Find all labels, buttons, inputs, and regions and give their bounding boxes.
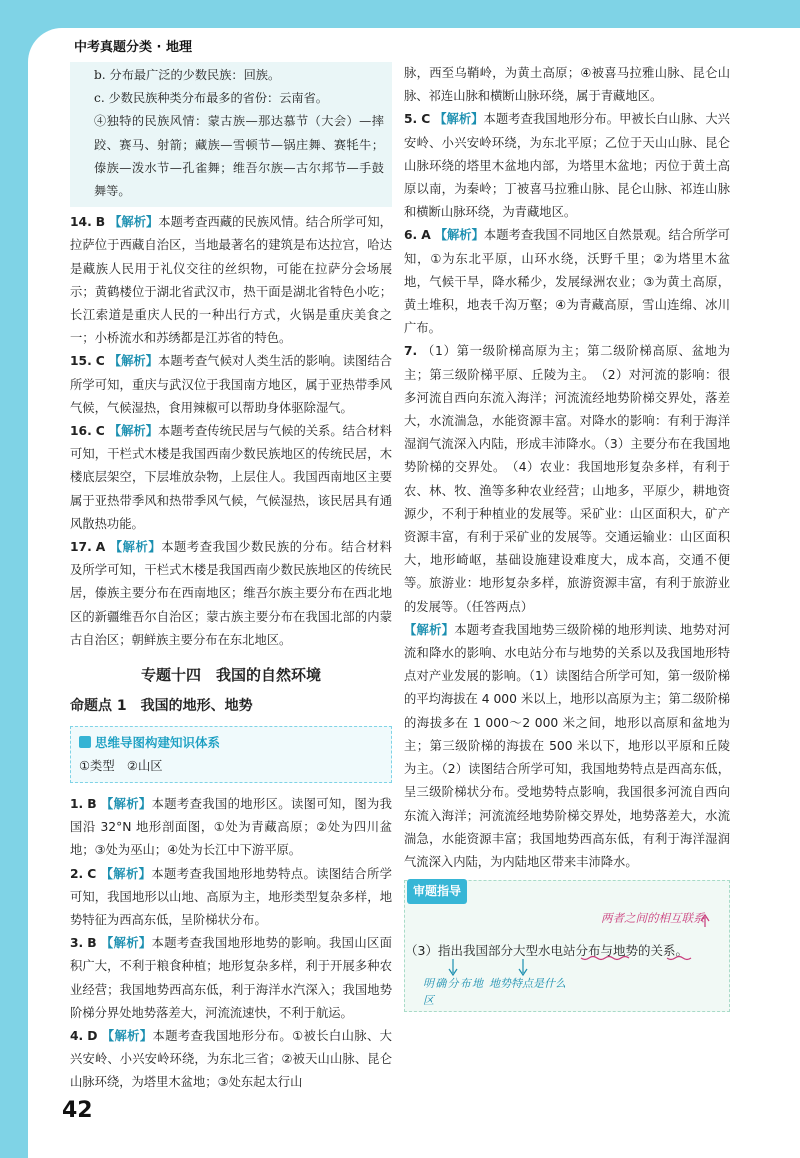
wavy-underline-icon: [667, 957, 691, 960]
answer-item: 17. A 【解析】本题考查我国少数民族的分布。结合材料及所学可知，干栏式木楼是我国西南少数民族地区的传统民居，傣族主要分布在西南地区；维吾尔族主要分布在西北地区的新疆维吾尔自治区；蒙古族主要分布在我国北部的内蒙古自治区；朝鲜族主要分布在东北地区。: [70, 540, 392, 647]
mindmap-content: ①类型 ②山区: [79, 758, 163, 773]
answer-item: 4. D 【解析】本题考查我国地形分布。①被长白山脉、大兴安岭、小兴安岭环绕，为东北三省；②被天山山脉、昆仑山脉环绕，为塔里木盆地；③处东起太行山: [70, 1028, 392, 1090]
guide-arrows: [405, 881, 731, 1011]
answer-item: 5. C 【解析】本题考查我国地形分布。甲被长白山脉、大兴安岭、小兴安岭环绕，为东北平原；乙位于天山山脉、昆仑山脉环绕的塔里木盆地内部，为塔里木盆地；丙位于黄土高原以南，为秦岭；丁被喜马拉雅山脉、昆仑山脉、祁连山脉和横断山脉环绕，为青藏地区。: [404, 112, 730, 220]
review-guide-box: [404, 880, 730, 1012]
answer-item: 14. B 【解析】本题考查西藏的民族风情。结合所学可知，拉萨位于西藏自治区，当地最著名的建筑是布达拉宫，哈达是藏族人民用于礼仪交往的丝织物，可能在拉萨分会场展示；黄鹤楼位于湖北省武汉市，热干面是湖北省特色小吃；长江索道是重庆人民的一种出行方式，火锅是重庆美食之一；小桥流水和苏绣都是江苏省的特色。: [70, 215, 392, 346]
command-point-title: 命题点 1 我国的地形、地势: [70, 698, 253, 715]
topic-title: 专题十四 我国的自然环境: [140, 666, 321, 685]
guide-note-where: 明确分布地区: [423, 977, 483, 1008]
answer-item: 15. C 【解析】本题考查气候对人类生活的影响。读图结合所学可知，重庆与武汉位于我国南方地区，属于亚热带季风气候，气候湿热，食用辣椒可以帮助身体驱除湿气。: [70, 354, 392, 415]
knowledge-box: [70, 62, 392, 207]
wavy-underline-icon: [581, 957, 629, 960]
answer-item: 6. A 【解析】本题考查我国不同地区自然景观。结合所学可知，①为东北平原，山环水绕，沃野千里；②为塔里木盆地，气候干旱，降水稀少，发展绿洲农业；③为黄土高原，黄土堆积，地表千沟万壑；④为青藏高原，雪山连绵、冰川广布。: [404, 228, 730, 336]
answer-item: 3. B 【解析】本题考查我国地形地势的影响。我国山区面积广大，不利于粮食种植；地形复杂多样，利于开展多种农业经营；我国地势西高东低，利于海洋水汽深入；我国地势阶梯分界处地势落差大，河流流速快，不利于航运。: [70, 936, 392, 1020]
answer-item-7: 7. （1）第一级阶梯高原为主；第二级阶梯高原、盆地为主；第三级阶梯平原、丘陵为主。 （2）对河流的影响：很多河流自西向东流入海洋；河流流经地势阶梯交界处，落差大，水流湍急，水能资源丰富。对降水的影响：有利于海洋湿润气流深入内陆，形成丰沛降水。（3）主要分布在我国地势阶梯的交界处。 （4）农业：我国地形复杂多样，有利于农、林、牧、渔等多种农业经营；山地多，平原少，耕地资源少，不利于种植业的发展等。采矿业：山区面积大，矿产资源丰富，有利于采矿业的发展等。交通运输业：山区面积大，地形崎岖，基础设施建设难度大，成本高，交通不便等。旅游业：地形复杂多样，旅游资源丰富，有利于旅游业的发展等。（任答两点）: [404, 344, 730, 614]
box-line: ④独特的民族风情：蒙古族—那达慕节（大会）—摔跤、赛马、射箭；藏族—雪顿节—锅庄舞、赛牦牛；傣族—泼水节—孔雀舞；维吾尔族—古尔邦节—手鼓舞等。: [94, 114, 384, 199]
analysis-7: 【解析】本题考查我国地势三级阶梯的地形判读、地势对河流和降水的影响、水电站分布与地势的关系以及我国地形特点对产业发展的影响。（1）读图结合所学可知，第一级阶梯的平均海拔在 4 000 米以上，地形以高原为主；第二级阶梯的海拔多在 1 000～2 000 米之间，地形以高原和盆地为主；第三级阶梯的海拔在 500 米以下，地形以平原和丘陵为主。（2）读图结合所学可知，我国地势特点是西高东低，呈三级阶梯状分布。受地势特点影响，我国很多河流自西向东流入海洋；河流流经地势阶梯交界处，地势落差大，水流湍急，水能资源丰富；我国地势西高东低，有利于海洋湿润气流深入内陆，为内陆地区带来丰沛降水。: [404, 622, 730, 869]
page-number: 42: [62, 1098, 93, 1123]
answer-item: 1. B 【解析】本题考查我国的地形区。读图可知，图为我国沿 32°N 地形剖面图，①处为青藏高原；②处为四川盆地；③处为巫山；④处为长江中下游平原。: [70, 796, 392, 858]
box-line: b. 分布最广泛的少数民族：回族。: [94, 68, 281, 82]
answer-list-2: [70, 793, 392, 1095]
mindmap-title: 思维导图构建知识体系: [79, 731, 383, 754]
guide-question: （3）指出我国部分大型水电站分布与地势的关系。: [405, 943, 688, 959]
answer-list: [70, 211, 392, 652]
guide-note-relation: 两者之间的相互联系: [601, 911, 705, 926]
page-header: 中考真题分类 · 地理: [74, 40, 192, 55]
mindmap-box: [70, 726, 392, 782]
left-column: [70, 62, 392, 1095]
box-line: c. 少数民族种类分布最多的省份：云南省。: [94, 91, 328, 106]
guide-note-terrain: 地势特点是什么: [489, 977, 566, 991]
answer-item: 2. C 【解析】本题考查我国地形地势特点。读图结合所学可知，我国地形以山地、高原为主，地形类型复杂多样，地势特征为西高东低，呈阶梯状分布。: [70, 866, 392, 927]
answer-item: 16. C 【解析】本题考查传统民居与气候的关系。结合材料可知，干栏式木楼是我国西南少数民族地区的传统民居，木楼底层架空，下层堆放杂物，上层住人。我国西南地区主要属于亚热带季风和热带季风气候，气候湿热，该民居具有通风散热功能。: [70, 424, 392, 531]
answer-continuation: 脉，西至乌鞘岭，为黄土高原；④被喜马拉雅山脉、昆仑山脉、祁连山脉和横断山脉环绕，属于青藏地区。: [404, 66, 730, 104]
review-guide-label: 审题指导: [407, 879, 467, 904]
mindmap-icon: [79, 736, 91, 748]
right-column: [404, 62, 730, 1012]
